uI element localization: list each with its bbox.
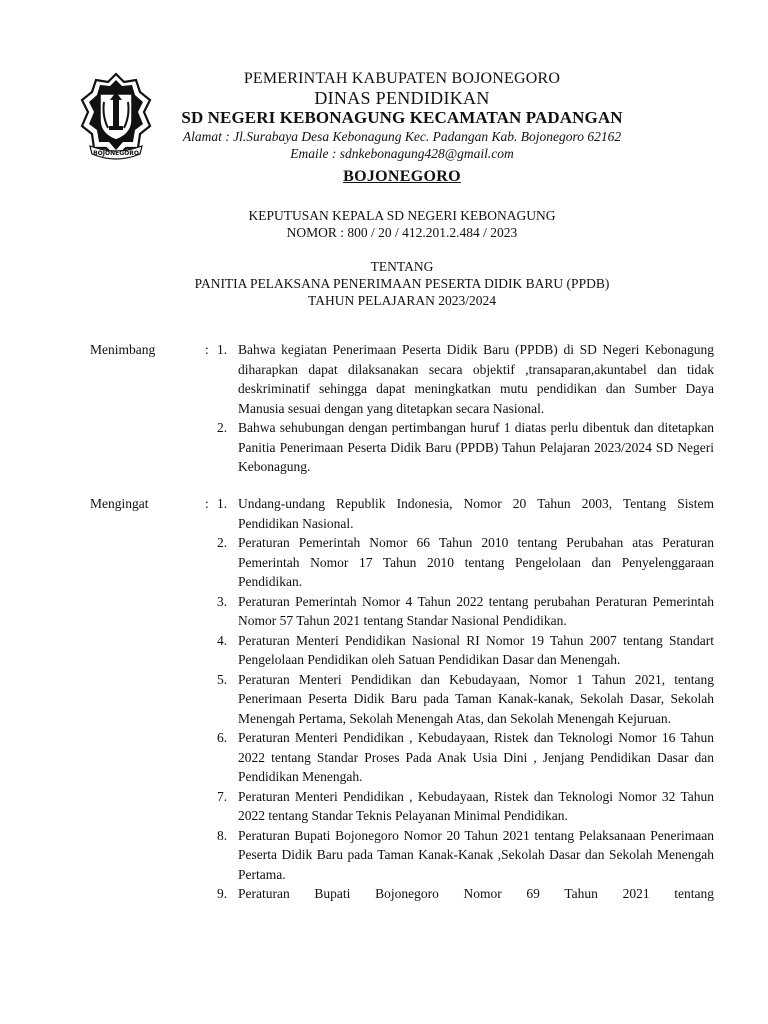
item-text: Peraturan Menteri Pendidikan , Kebudayaan, Ristek dan Teknologi Nomor 32 Tahun 2022 tentang Standar Teknis Pelayanan Minimal Pendidikan. xyxy=(238,788,714,823)
office-name: DINAS PENDIDIKAN xyxy=(314,88,490,108)
section-colon: : xyxy=(205,496,209,511)
school-email: Emaile : sdnkebonagung428@gmail.com xyxy=(290,146,514,161)
decree-subject xyxy=(100,258,704,309)
item-number: 1. xyxy=(217,342,228,357)
item-number: 1. xyxy=(217,496,228,511)
item-number: 3. xyxy=(217,593,228,609)
considerations-list xyxy=(217,340,714,477)
item-text: Peraturan Bupati Bojonegoro Nomor 69 Tahun 2021 tentang xyxy=(238,886,714,901)
list-item xyxy=(217,884,714,904)
item-text: Peraturan Menteri Pendidikan Nasional RI Nomor 19 Tahun 2007 tentang Standart Pengelolaan Pendidikan oleh Satuan Pendidikan Dasar dan Menengah. xyxy=(238,632,714,667)
item-number: 6. xyxy=(217,730,228,745)
decree-heading xyxy=(140,207,664,241)
list-item xyxy=(217,533,714,592)
subject-label: TENTANG xyxy=(370,259,434,274)
list-item xyxy=(217,631,714,670)
list-item xyxy=(217,670,714,729)
list-item xyxy=(217,418,714,477)
item-text: Peraturan Menteri Pendidikan , Kebudayaan, Ristek dan Teknologi Nomor 16 Tahun 2022 tentang Standar Proses Pada Anak Usia Dini , Jenjang Pendidikan Dasar dan Pendidikan Menengah. xyxy=(238,730,714,784)
item-number: 4. xyxy=(217,632,228,648)
list-item xyxy=(217,340,714,418)
references-list xyxy=(217,494,714,904)
decree-title: KEPUTUSAN KEPALA SD NEGERI KEBONAGUNG xyxy=(248,208,556,223)
svg-text:BOJONEGORO: BOJONEGORO xyxy=(93,150,139,157)
item-number: 8. xyxy=(217,827,228,843)
list-item xyxy=(217,592,714,631)
list-item xyxy=(217,826,714,885)
list-item xyxy=(217,494,714,533)
item-text: Peraturan Menteri Pendidikan dan Kebudayaan, Nomor 1 Tahun 2021, tentang Penerimaan Peserta Didik Baru pada Taman Kanak-kanak, Sekolah Dasar, Sekolah Menengah Pertama, Sekolah Menengah Atas, dan Sekolah Menengah Kejuruan. xyxy=(238,671,714,726)
subject-line-1: PANITIA PELAKSANA PENERIMAAN PESERTA DIDIK BARU (PPDB) xyxy=(194,276,610,291)
item-text: Bahwa sehubungan dengan pertimbangan huruf 1 diatas perlu dibentuk dan ditetapkan Panitia Penerimaan Peserta Didik Baru (PPDB) Tahun Pelajaran 2023/2024 SD Negeri Kebonagung. xyxy=(238,420,714,474)
school-name: SD NEGERI KEBONAGUNG KECAMATAN PADANGAN xyxy=(181,108,623,127)
item-text: Bahwa kegiatan Penerimaan Peserta Didik Baru (PPDB) di SD Negeri Kebonagung diharapkan dapat dilaksanakan secara objektif ,transaparan,akuntabel dan tidak deskriminatif sehingga dapat meningkatkan mutu pendidikan dan Sumber Daya Manusia sesuai dengan yang ditetapkan secara Nasional. xyxy=(238,342,714,416)
government-name: PEMERINTAH KABUPATEN BOJONEGORO xyxy=(243,70,561,87)
section-menimbang xyxy=(90,340,714,490)
subject-line-2: TAHUN PELAJARAN 2023/2024 xyxy=(308,293,496,308)
item-text: Undang-undang Republik Indonesia, Nomor 20 Tahun 2003, Tentang Sistem Pendidikan Nasional. xyxy=(238,496,714,531)
item-text: Peraturan Pemerintah Nomor 66 Tahun 2010 tentang Perubahan atas Peraturan Pemerintah Nomor 17 Tahun 2010 tentang Pengelolaan dan Penyelenggaraan Pendidikan. xyxy=(238,535,714,589)
school-address: Alamat : Jl.Surabaya Desa Kebonagung Kec. Padangan Kab. Bojonegoro 62162 xyxy=(182,129,622,144)
item-number: 2. xyxy=(217,535,228,550)
list-item xyxy=(217,728,714,787)
section-label: Menimbang xyxy=(90,342,156,357)
item-text: Peraturan Pemerintah Nomor 4 Tahun 2022 tentang perubahan Peraturan Pemerintah Nomor 57 Tahun 2021 tentang Standar Nasional Pendidikan. xyxy=(238,593,714,628)
item-number: 2. xyxy=(217,420,228,435)
item-number: 9. xyxy=(217,886,228,901)
section-mengingat xyxy=(90,494,714,944)
item-number: 5. xyxy=(217,671,228,687)
section-colon: : xyxy=(205,342,209,357)
city-name: BOJONEGORO xyxy=(343,168,461,185)
letterhead xyxy=(140,70,664,162)
item-text: Peraturan Bupati Bojonegoro Nomor 20 Tahun 2021 tentang Pelaksanaan Penerimaan Peserta Didik Baru pada Taman Kanak-Kanak ,Sekolah Dasar dan Sekolah Menengah Pertama. xyxy=(238,827,714,882)
section-label: Mengingat xyxy=(90,496,149,511)
list-item xyxy=(217,787,714,826)
decree-number: NOMOR : 800 / 20 / 412.201.2.484 / 2023 xyxy=(286,225,518,240)
item-number: 7. xyxy=(217,788,228,804)
